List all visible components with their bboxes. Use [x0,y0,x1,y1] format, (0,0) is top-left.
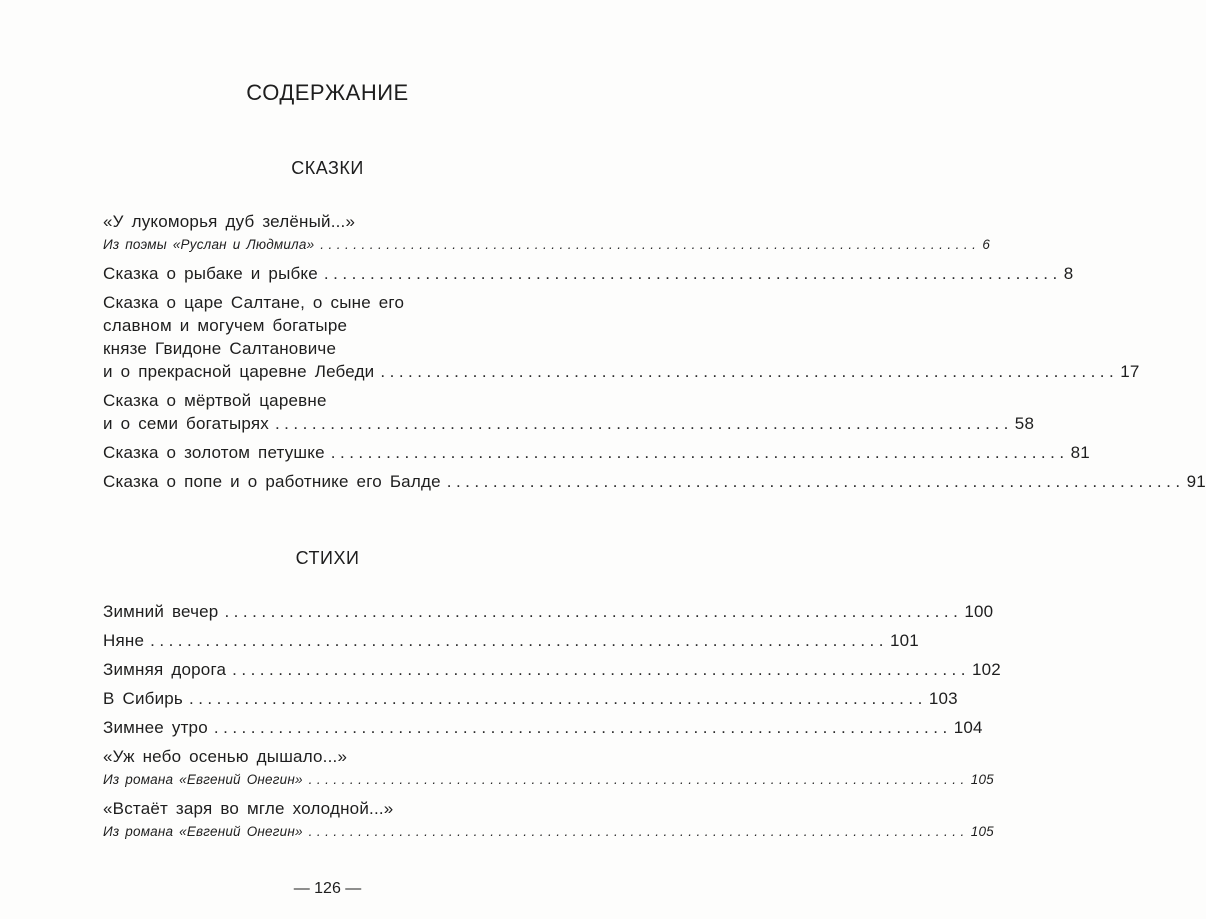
toc-entry-line [103,412,1035,435]
toc-entry-page: 17 [1120,362,1140,381]
toc-entry-page: 100 [964,602,994,621]
toc-entry-title: Зимнее утро [103,718,208,737]
toc-entry-title: Зимняя дорога [103,660,227,679]
toc-entry-line [103,629,919,652]
toc-entry-page: 58 [1014,414,1035,433]
dot-leader: ................................................................................ [380,362,1119,381]
toc-entry [103,291,1140,383]
toc-entry [103,687,958,710]
toc-entry [103,210,991,256]
section-heading-tales: СКАЗКИ [291,158,364,178]
toc-entry [103,629,919,652]
toc-entry [103,797,994,843]
toc-entry-line [103,441,1090,464]
toc-entry-page: 105 [970,824,994,839]
toc-entry-line [103,360,1140,383]
toc-entry-page: 104 [953,718,983,737]
toc-entry [103,716,983,739]
toc-entry-line [103,687,958,710]
toc-entry-title: «Встаёт заря во мгле холодной...» [103,799,394,818]
dot-leader: ................................................................................ [150,631,888,650]
toc-entry-title: Няне [103,631,145,650]
dot-leader: ................................................................................ [323,264,1062,283]
toc-entry-line [103,716,983,739]
section-heading-poems: СТИХИ [295,548,360,568]
toc-entry-page: 8 [1063,264,1074,283]
toc-entry-line [103,820,994,843]
toc-entry-title: Сказка о попе и о работнике его Балде [103,472,441,491]
toc-entry-line [103,658,1001,681]
toc-entry-title: князе Гвидоне Салтановиче [103,339,337,358]
dot-leader: ................................................................................ [330,443,1069,462]
dot-leader: ................................................................................ [308,824,969,839]
toc-entry-line [103,600,994,623]
toc-entry-title: славном и могучем богатыре [103,316,348,335]
toc-entry-title: и о прекрасной царевне Лебеди [103,362,375,381]
toc-entry-title: «Уж небо осенью дышало...» [103,747,348,766]
toc-entry [103,470,1206,493]
dot-leader: ................................................................................ [446,472,1185,491]
toc-entry-title: В Сибирь [103,689,183,708]
toc-entry-title: Зимний вечер [103,602,219,621]
toc-entry-line [103,768,994,791]
dot-leader: ................................................................................ [232,660,970,679]
toc-list-tales [103,210,1206,493]
toc-entry-title: Сказка о рыбаке и рыбке [103,264,318,283]
toc-entry-line [103,470,1206,493]
dot-leader: ................................................................................ [188,689,927,708]
toc-list-poems [103,600,1001,843]
toc-entry-source: Из романа «Евгений Онегин» [103,772,303,787]
toc-entry-page: 102 [972,660,1001,679]
page-number: — 126 — [293,880,362,897]
toc-entry [103,600,994,623]
toc-entry-line [103,233,991,256]
toc-entry-title: и о семи богатырях [103,414,269,433]
toc-entry [103,658,1001,681]
toc-entry-page: 81 [1070,443,1090,462]
toc-entry-title: Сказка о золотом петушке [103,443,325,462]
toc-entry [103,389,1035,435]
toc-entry-page: 6 [982,237,991,252]
dot-leader: ................................................................................ [224,602,963,621]
toc-entry [103,262,1074,285]
dot-leader: ................................................................................ [213,718,952,737]
dot-leader: ................................................................................ [320,237,981,252]
toc-entry-title: Сказка о мёртвой царевне [103,391,327,410]
toc-entry-title: Сказка о царе Салтане, о сыне его [103,293,405,312]
toc-entry-source: Из поэмы «Руслан и Людмила» [103,237,315,252]
toc-entry-page: 105 [970,772,994,787]
page-title: СОДЕРЖАНИЕ [246,80,409,105]
dot-leader: ................................................................................ [274,414,1013,433]
dot-leader: ................................................................................ [308,772,969,787]
toc-entry [103,441,1090,464]
toc-entry-page: 103 [928,689,958,708]
toc-entry-page: 101 [890,631,919,650]
toc-entry-title: «У лукоморья дуб зелёный...» [103,212,356,231]
toc-entry-source: Из романа «Евгений Онегин» [103,824,303,839]
toc-entry [103,745,994,791]
toc-entry-line [103,262,1074,285]
toc-entry-page: 91 [1186,472,1206,491]
